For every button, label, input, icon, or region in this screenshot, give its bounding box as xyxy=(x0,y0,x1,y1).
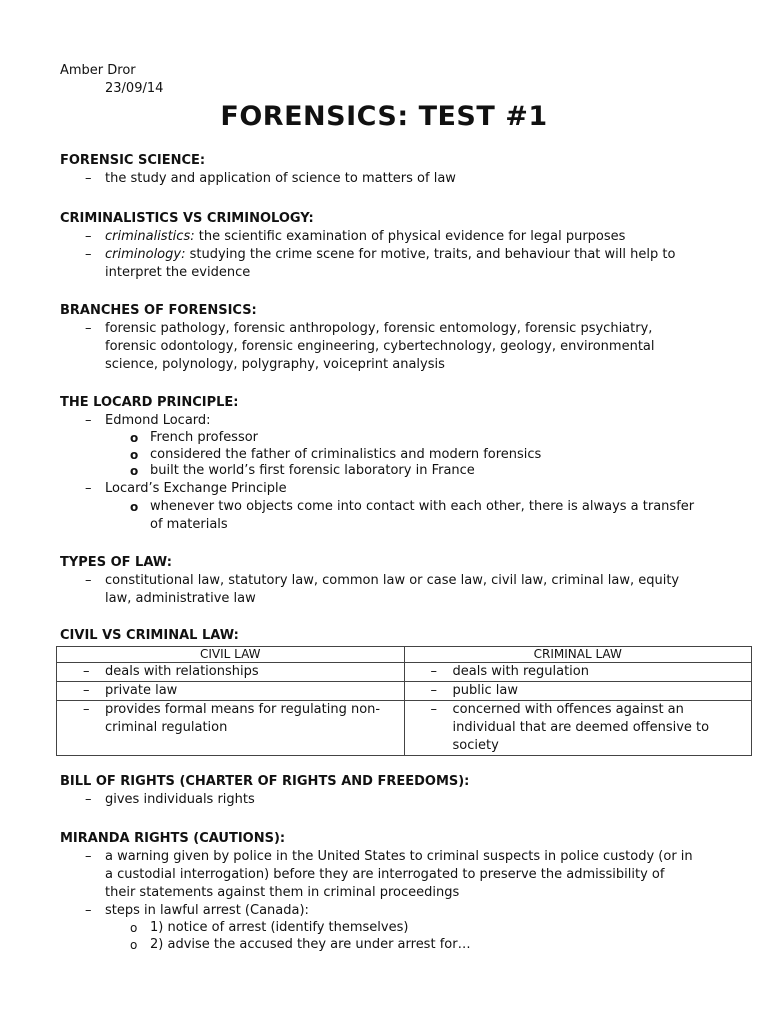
table-row xyxy=(57,701,752,756)
circle-bullet: o xyxy=(130,937,138,952)
section-heading: FORENSIC SCIENCE: xyxy=(60,153,206,168)
section-criminalistics xyxy=(60,210,720,282)
section-heading: BILL OF RIGHTS (CHARTER OF RIGHTS AND FREEDOMS): xyxy=(60,774,470,789)
dash-bullet: – xyxy=(83,702,90,717)
list-item: – Edmond Locard: xyxy=(85,413,211,428)
list-item: – gives individuals rights xyxy=(85,792,255,807)
dash-bullet: – xyxy=(85,903,92,918)
dash-bullet: – xyxy=(85,413,92,428)
dash-bullet: – xyxy=(430,683,437,698)
table-cell: – private law xyxy=(57,682,405,701)
author-name: Amber Dror xyxy=(60,63,136,78)
list-item: – Locard’s Exchange Principle xyxy=(85,480,287,496)
list-item: – the study and application of science to matters of law xyxy=(85,171,456,186)
section-civil-vs-criminal xyxy=(60,627,720,645)
list-item: – criminalistics: the scientific examination of physical evidence for legal purposes xyxy=(85,229,626,244)
dash-bullet: – xyxy=(85,849,92,864)
dash-bullet: – xyxy=(85,480,92,496)
sub-item: o French professor xyxy=(130,430,259,445)
dash-bullet: – xyxy=(85,321,92,336)
civil-criminal-table xyxy=(56,646,752,756)
section-bill-of-rights xyxy=(60,773,720,809)
dash-bullet: – xyxy=(85,573,92,588)
section-locard xyxy=(60,394,720,534)
page-title: FORENSICS: TEST #1 xyxy=(220,101,548,132)
table-cell: – concerned with offences against an individual that are deemed offensive to society xyxy=(404,701,752,756)
section-forensic-science xyxy=(60,152,720,188)
sub-item: o whenever two objects come into contact with each other, there is always a transfer of materials xyxy=(130,498,695,532)
dash-bullet: – xyxy=(83,683,90,698)
section-heading: THE LOCARD PRINCIPLE: xyxy=(60,395,239,410)
sub-item: o 1) notice of arrest (identify themselves) xyxy=(130,920,409,935)
section-branches xyxy=(60,302,720,374)
dash-bullet: – xyxy=(85,229,92,244)
sub-item: o considered the father of criminalistics and modern forensics xyxy=(130,446,542,462)
dash-bullet: – xyxy=(83,664,90,679)
dash-bullet: – xyxy=(85,792,92,807)
section-heading: MIRANDA RIGHTS (CAUTIONS): xyxy=(60,831,286,846)
list-item: – criminology: studying the crime scene for motive, traits, and behaviour that will help to interpret the evidence xyxy=(85,247,676,280)
circle-bullet: o xyxy=(130,447,139,462)
table-row xyxy=(57,682,752,701)
list-item: – a warning given by police in the United States to criminal suspects in police custody (or in a custodial interrogation) before they are interrogated to preserve the admissibility of their statements against them in criminal proceedings xyxy=(85,849,693,900)
section-heading: TYPES OF LAW: xyxy=(60,555,172,570)
document-date: 23/09/14 xyxy=(105,81,164,96)
section-heading: CIVIL VS CRIMINAL LAW: xyxy=(60,628,239,643)
term: criminalistics: xyxy=(105,229,195,244)
dash-bullet: – xyxy=(430,702,437,717)
section-types-of-law xyxy=(60,554,720,608)
list-item: – constitutional law, statutory law, common law or case law, civil law, criminal law, equity law, administrative law xyxy=(85,573,680,606)
circle-bullet: o xyxy=(130,921,138,935)
table-cell: – public law xyxy=(404,682,752,701)
table-cell: – deals with relationships xyxy=(57,663,405,682)
dash-bullet: – xyxy=(85,247,92,262)
table-row xyxy=(57,663,752,682)
table-header-row xyxy=(57,647,752,663)
term: criminology: xyxy=(105,247,186,262)
sub-item: o built the world’s first forensic laboratory in France xyxy=(130,463,475,478)
section-heading: CRIMINALISTICS VS CRIMINOLOGY: xyxy=(60,211,314,226)
column-header-criminal: CRIMINAL LAW xyxy=(404,647,752,663)
table-cell: – deals with regulation xyxy=(404,663,752,682)
list-item: – forensic pathology, forensic anthropology, forensic entomology, forensic psychiatry, forensic odontology, forensic engineering, cybertechnology, geology, environmental science, polynology, polygraphy, voiceprint analysis xyxy=(85,321,655,372)
circle-bullet: o xyxy=(130,499,139,514)
list-item: – steps in lawful arrest (Canada): xyxy=(85,903,309,918)
circle-bullet: o xyxy=(130,431,139,445)
table-cell: – provides formal means for regulating non- criminal regulation xyxy=(57,701,405,756)
sub-item: o 2) advise the accused they are under arrest for… xyxy=(130,936,471,952)
circle-bullet: o xyxy=(130,464,139,478)
dash-bullet: – xyxy=(85,171,92,186)
dash-bullet: – xyxy=(430,664,437,679)
section-heading: BRANCHES OF FORENSICS: xyxy=(60,303,257,318)
column-header-civil: CIVIL LAW xyxy=(57,647,405,663)
section-miranda xyxy=(60,830,720,953)
